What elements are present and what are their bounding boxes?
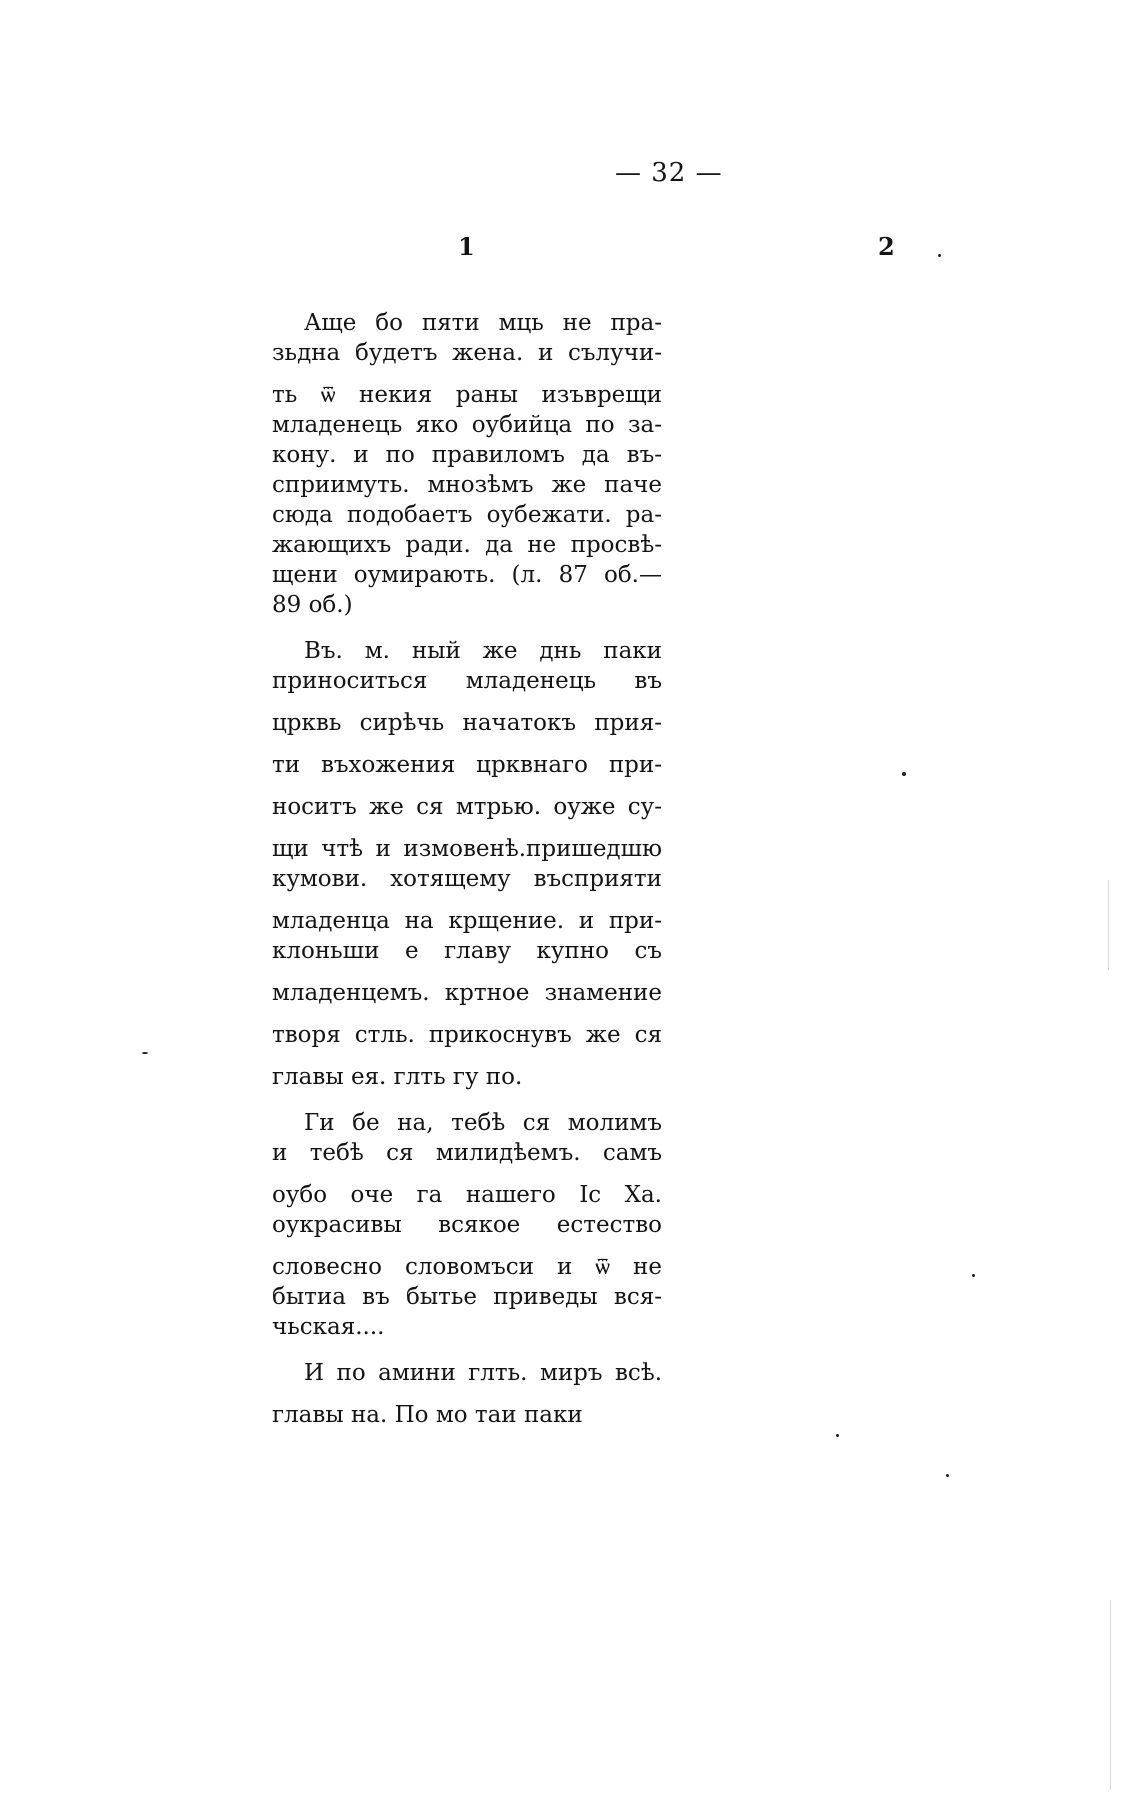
text-line: оубо оче га нашего Іс Ха. — [272, 1182, 662, 1208]
text-line: ть ѿ некия раны изъврещи — [272, 382, 662, 408]
text-line: 89 об.) — [272, 592, 353, 618]
paragraph-2 — [272, 636, 662, 1092]
text-line: младенцемъ. кртное знамение — [272, 980, 662, 1006]
scan-edge-line — [1110, 1600, 1111, 1790]
text-line: приноситься младенець въ — [272, 668, 662, 694]
text-line: клоньши е главу купно съ — [272, 938, 662, 964]
text-line: словесно словомъси и ѿ не — [272, 1254, 662, 1280]
text-line: Аще бо пяти мць не пра- — [304, 310, 662, 336]
text-line: И по амини глть. миръ всѣ. — [304, 1360, 662, 1386]
text-line: и тебѣ ся милидѣемъ. самъ — [272, 1140, 662, 1166]
text-line: младенець яко оубийца по за- — [272, 412, 662, 438]
text-line: чьская.... — [272, 1314, 385, 1340]
text-line: зьдна будетъ жена. и сълучи- — [272, 340, 662, 366]
paragraph-4 — [272, 1358, 662, 1430]
scan-speck — [902, 772, 906, 776]
text-line: Ги бе на, тебѣ ся молимъ — [304, 1110, 662, 1136]
text-line: младенца на крщение. и при- — [272, 908, 662, 934]
scan-speck — [946, 1474, 949, 1477]
column-number-1: 1 — [458, 232, 475, 261]
text-line: сприимуть. мнозѣмъ же паче — [272, 472, 662, 498]
text-line: кумови. хотящему въсприяти — [272, 866, 662, 892]
text-line: сюда подобаетъ оубежати. ра- — [272, 502, 662, 528]
text-line: кону. и по правиломъ да въ- — [272, 442, 662, 468]
text-line: главы на. По мо таи паки — [272, 1402, 583, 1428]
text-line: щени оумирають. (л. 87 об.— — [272, 562, 662, 588]
text-column — [272, 308, 662, 1430]
text-line: творя стль. прикоснувъ же ся — [272, 1022, 662, 1048]
paragraph-1 — [272, 308, 662, 620]
text-line: црквь сирѣчь начатокъ прия- — [272, 710, 662, 736]
text-line: жающихъ ради. да не просвѣ- — [272, 532, 662, 558]
text-line: главы ея. глть гу по. — [272, 1064, 523, 1090]
text-line: ти въхожения црквнаго при- — [272, 752, 662, 778]
page-number: — 32 — — [615, 158, 723, 188]
scan-edge-line — [1108, 880, 1109, 970]
column-number-2: 2 — [878, 232, 895, 261]
scan-speck — [972, 1274, 975, 1277]
text-line: бытиа въ бытье приведы вся- — [272, 1284, 662, 1310]
scan-speck — [142, 1052, 148, 1054]
text-line: щи чтѣ и измовенѣ.пришедшю — [272, 836, 662, 862]
text-line: носитъ же ся мтрью. оуже су- — [272, 794, 662, 820]
scan-speck — [938, 254, 941, 257]
scan-speck — [836, 1434, 839, 1437]
text-line: Въ. м. ный же днь паки — [304, 638, 662, 664]
paragraph-3 — [272, 1108, 662, 1342]
text-line: оукрасивы всякое естество — [272, 1212, 662, 1238]
